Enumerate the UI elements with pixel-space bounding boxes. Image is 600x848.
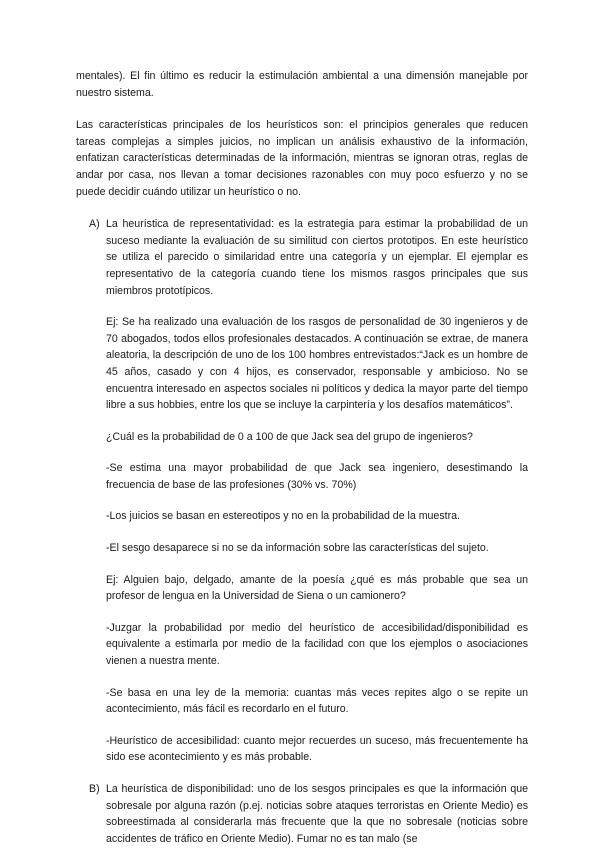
section-a-point-5: -Se basa en una ley de la memoria: cuantas más veces repites algo o se repite un acontecimiento, más fácil es recordarlo en el futuro. bbox=[106, 686, 528, 716]
section-b-definition: La heurística de disponibilidad: uno de los sesgos principales es que la información que sobresale por alguna razón (p.ej. noticias sobre ataques terroristas en Oriente Medio) es sobreestimada al considerarla más frecuente que la que no sobresale (noticias sobre accidentes de tráfico en Oriente Medio). Fumar no es tan malo (se bbox=[106, 783, 528, 845]
section-a-point-3: -El sesgo desaparece si no se da información sobre las características del sujeto. bbox=[106, 542, 489, 555]
section-a-question: ¿Cuál es la probabilidad de 0 a 100 de que Jack sea del grupo de ingenieros? bbox=[106, 430, 473, 443]
characteristics-paragraph: Las características principales de los heurísticos son: el principios generales que reducen tareas complejas a simples juicios, no implican un análisis exhaustivo de la información, enfatizan características determinadas de la información, mientras se ignoran otras, reglas de andar por casa, nos llevan a tomar decisiones razonables con muy poco esfuerzo y no se puede decidir cuándo utilizar un heurístico o no. bbox=[76, 119, 528, 198]
section-b-marker: B) bbox=[89, 783, 100, 795]
section-a-marker: A) bbox=[89, 218, 100, 231]
section-b bbox=[76, 781, 528, 847]
section-a-point-2: -Los juicios se basan en estereotipos y no en la probabilidad de la muestra. bbox=[106, 510, 460, 523]
intro-continuation: mentales). El fin último es reducir la estimulación ambiental a una dimensión manejable por nuestro sistema. bbox=[76, 70, 528, 99]
section-a-point-1: -Se estima una mayor probabilidad de que Jack sea ingeniero, desestimando la frecuencia de base de las profesiones (30% vs. 70%) bbox=[106, 462, 528, 491]
section-a-point-6: -Heurístico de accesibilidad: cuanto mejor recuerdes un suceso, más frecuentemente ha sido ese acontecimiento y es más probable. bbox=[106, 734, 528, 764]
section-a-point-4: -Juzgar la probabilidad por medio del heurístico de accesibilidad/disponibilidad es equivalente a estimarla por medio de la facilidad con que los ejemplos o asociaciones vienen a nuestra mente. bbox=[106, 621, 528, 668]
section-a-definition: La heurística de representatividad: es la estrategia para estimar la probabilidad de un suceso mediante la evaluación de su similitud con ciertos prototipos. En este heurístico se utiliza el parecido o similaridad entre una categoría y un ejemplar. El ejemplar es representativo de la categoría cuando tiene los mismos rasgos principales que sus miembros prototípicos. bbox=[106, 218, 528, 297]
document-page bbox=[76, 68, 528, 847]
section-a-example-2: Ej: Alguien bajo, delgado, amante de la poesía ¿qué es más probable que sea un profesor de lengua en la Universidad de Siena o un camionero? bbox=[106, 573, 528, 603]
section-a-example-1: Ej: Se ha realizado una evaluación de los rasgos de personalidad de 30 ingenieros y de 70 abogados, todos ellos profesionales destacados. A continuación se extrae, de manera aleatoria, la descripción de uno de los 100 hombres entrevistados:“Jack es un hombre de 45 años, casado y con 4 hijos, es conservador, responsable y ambicioso. No se encuentra interesado en aspectos sociales ni políticos y dedica la mayor parte del tiempo libre a sus hobbies, entre los que se incluye la carpintería y los desafíos matemáticos”. bbox=[106, 316, 528, 412]
section-a bbox=[76, 216, 528, 299]
